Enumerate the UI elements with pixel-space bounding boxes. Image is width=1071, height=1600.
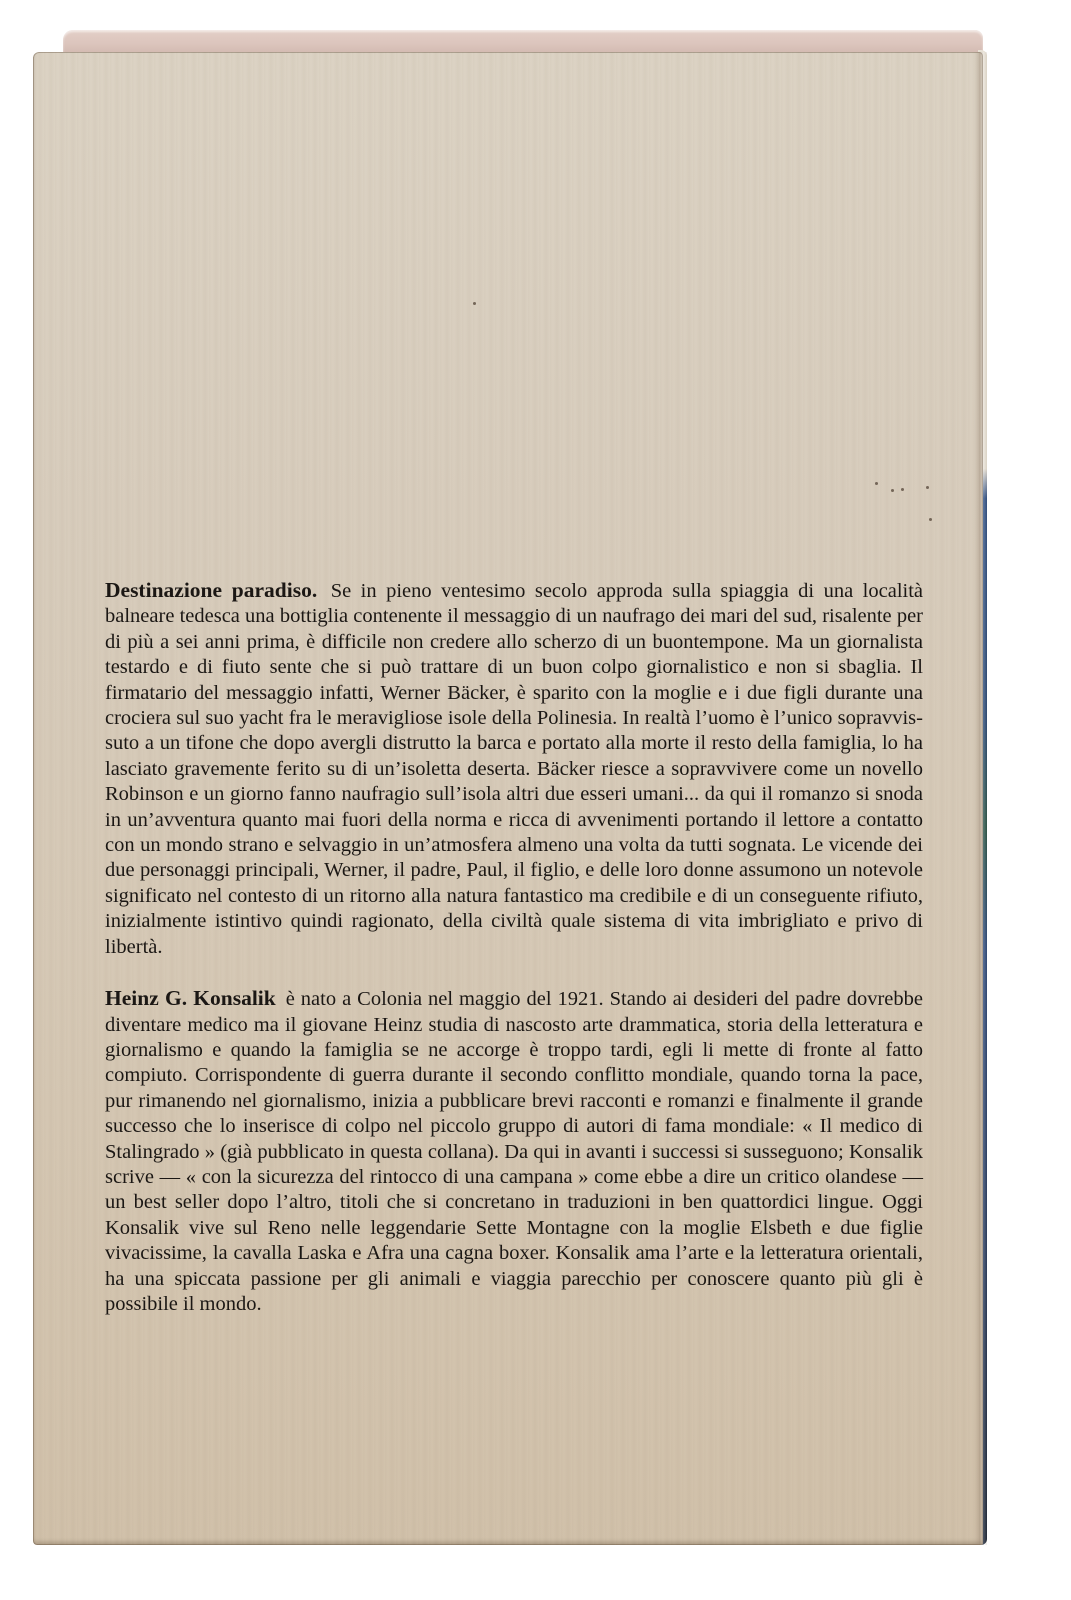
cover-hinge bbox=[975, 52, 987, 1545]
cover-stain bbox=[901, 488, 904, 491]
cover-stain bbox=[926, 486, 929, 489]
cover-stain bbox=[929, 518, 932, 521]
back-cover bbox=[33, 52, 983, 1545]
author-bio-paragraph bbox=[105, 986, 923, 1317]
back-cover-text bbox=[105, 578, 923, 1317]
cover-stain bbox=[891, 489, 894, 492]
book-title: Destinazione paradiso. bbox=[105, 578, 318, 602]
cover-stain bbox=[875, 482, 878, 485]
synopsis-paragraph bbox=[105, 578, 923, 960]
author-name: Heinz G. Konsalik bbox=[105, 986, 276, 1011]
synopsis-text: Se in pieno ventesimo secolo approda sulla spiaggia di una località balneare tedesca una bottiglia contenente il messaggio di un naufrago dei mari del sud, risalente per di più a sei anni prima, è difficile non credere allo scherzo di un buontempone. Ma un giornalista testardo e di fiuto sente che si può trattare di un buon colpo giornalistico e non si sbaglia. Il firmatario del messaggio infatti, Werner Bäcker, è sparito con la moglie e i due figli durante una crociera sul suo yacht fra le meravigliose isole della Polinesia. In realtà l’uomo è l’unico sopravvissuto a un tifone che dopo avergli distrutto la barca e portato alla morte il resto della famiglia, lo ha lasciato gravemente ferito su di un’isoletta deserta. Bäcker riesce a sopravvivere come un novello Robinson e un giorno fanno naufragio sull’isola altri due esseri umani... da qui il romanzo si snoda in un’avventura quanto mai fuori della norma e ricca di avvenimenti portando il lettore a contatto con un mondo strano e selvaggio in un’atmosfera almeno una volta da tutti sognata. Le vicende dei due personaggi principali, Werner, il padre, Paul, il figlio, e delle loro donne assumono un notevole significato nel contesto di un ritorno alla natura fantastico ma credibile e di un conseguente rifiuto, inizialmente istintivo quindi ragionato, della civiltà quale sistema di vita imbrigliato e privo di libertà. bbox=[105, 580, 924, 958]
cover-stain bbox=[473, 302, 476, 305]
author-bio-text: è nato a Colonia nel maggio del 1921. Stando ai desideri del padre dovrebbe diventare medico ma il giovane Heinz studia di nascosto arte drammatica, storia della letteratura e giornalismo e quando la famiglia se ne accorge è troppo tardi, egli li mette di fronte al fatto compiuto. Corrispondente di guerra durante il secondo conflitto mondiale, quando torna la pace, pur rimanendo nel giornalismo, inizia a pubblicare brevi racconti e romanzi e finalmente il grande successo che lo inserisce di colpo nel piccolo gruppo di autori di fama mondiale: « Il medico di Stalingrado » (già pubblicato in questa collana). Da qui in avanti i successi si susseguono; Konsalik scrive — « con la sicurezza del rintocco di una campana » come ebbe a dire un critico olandese — un best seller dopo l’altro, titoli che si concretano in traduzioni in ben quattordici lingue. Oggi Konsalik vive sul Reno nelle leggendarie Sette Montagne con la moglie Elsbeth e due figlie vivacissime, la cavalla Laska e Afra una cagna boxer. Konsalik ama l’arte e la letteratura orientali, ha una spiccata passione per gli animali e viaggia parecchio per conoscere quanto più gli è possibile il mondo. bbox=[105, 988, 924, 1315]
